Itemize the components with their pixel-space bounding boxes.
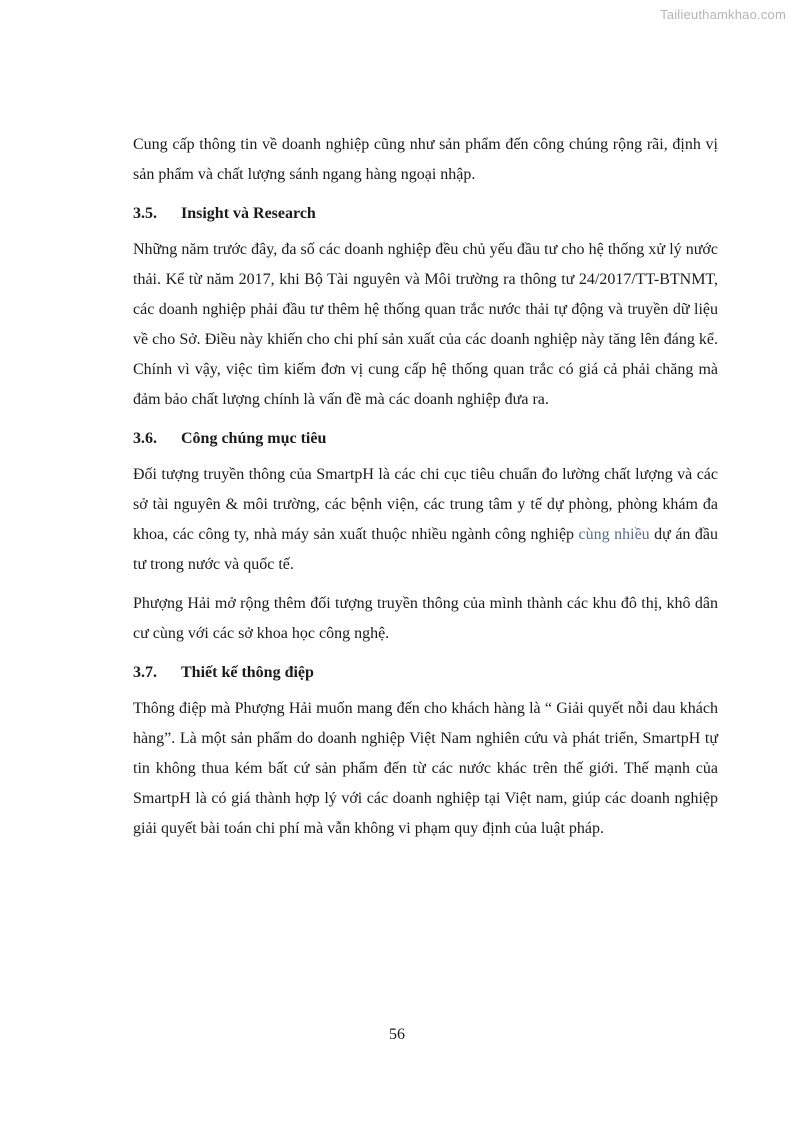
- section-number: 3.7.: [133, 664, 157, 681]
- watermark: Tailieuthamkhao.com: [660, 7, 786, 22]
- audience-paragraph: [133, 460, 718, 580]
- section-number: 3.6.: [133, 430, 157, 447]
- section-heading-3-5: [133, 199, 718, 229]
- section-title: Công chúng mục tiêu: [181, 430, 327, 447]
- audience-text-start: Đối tượng truyền thông của SmartpH là các chi cục tiêu chuẩn đo lường chất lượng và các sở tài nguyên & môi trường, các bệnh viện, các trung tâm y tế dự phòng, phòng khám đa khoa, các công ty, nhà máy sản xuất thuộc nhiều ngành công nghiệp: [133, 466, 718, 543]
- section-heading-3-7: [133, 658, 718, 688]
- intro-paragraph: Cung cấp thông tin về doanh nghiệp cũng như sản phẩm đến công chúng rộng rãi, định vị sản phẩm và chất lượng sánh ngang hàng ngoại nhập.: [133, 136, 718, 183]
- document-page: [133, 130, 718, 853]
- section-title: Insight và Research: [181, 205, 316, 222]
- page-number: 56: [389, 1026, 405, 1043]
- section-heading-3-6: [133, 424, 718, 454]
- audience-highlight: cùng nhiều: [578, 526, 650, 543]
- insight-paragraph: Những năm trước đây, đa số các doanh nghiệp đều chủ yếu đầu tư cho hệ thống xử lý nước thải. Kể từ năm 2017, khi Bộ Tài nguyên và Môi trường ra thông tư 24/2017/TT-BTNMT, các doanh nghiệp phải đầu tư thêm hệ thống quan trắc nước thải tự động và truyền dữ liệu về cho Sở. Điều này khiến cho chi phí sản xuất của các doanh nghiệp này tăng lên đáng kể. Chính vì vậy, việc tìm kiếm đơn vị cung cấp hệ thống quan trắc có giá cả phải chăng mà đảm bảo chất lượng chính là vấn đề mà các doanh nghiệp đưa ra.: [133, 241, 718, 408]
- audience-text-end: dự án đầu tư trong nước và quốc tế.: [133, 526, 719, 573]
- message-paragraph: Thông điệp mà Phượng Hải muốn mang đến cho khách hàng là “ Giải quyết nỗi dau khách hàng”. Là một sản phẩm do doanh nghiệp Việt Nam nghiên cứu và phát triển, SmartpH tự tin không thua kém bất cứ sản phẩm đến từ các nước khác trên thế giới. Thế mạnh của SmartpH là có giá thành hợp lý với các doanh nghiệp tại Việt nam, giúp các doanh nghiệp giải quyết bài toán chi phí mà vẫn không vi phạm quy định của luật pháp.: [133, 700, 718, 837]
- audience-expansion-paragraph: Phượng Hải mở rộng thêm đối tượng truyền thông của mình thành các khu đô thị, khô dân cư cùng với các sở khoa học công nghệ.: [133, 595, 718, 642]
- section-title: Thiết kế thông điệp: [181, 664, 314, 681]
- section-number: 3.5.: [133, 205, 157, 222]
